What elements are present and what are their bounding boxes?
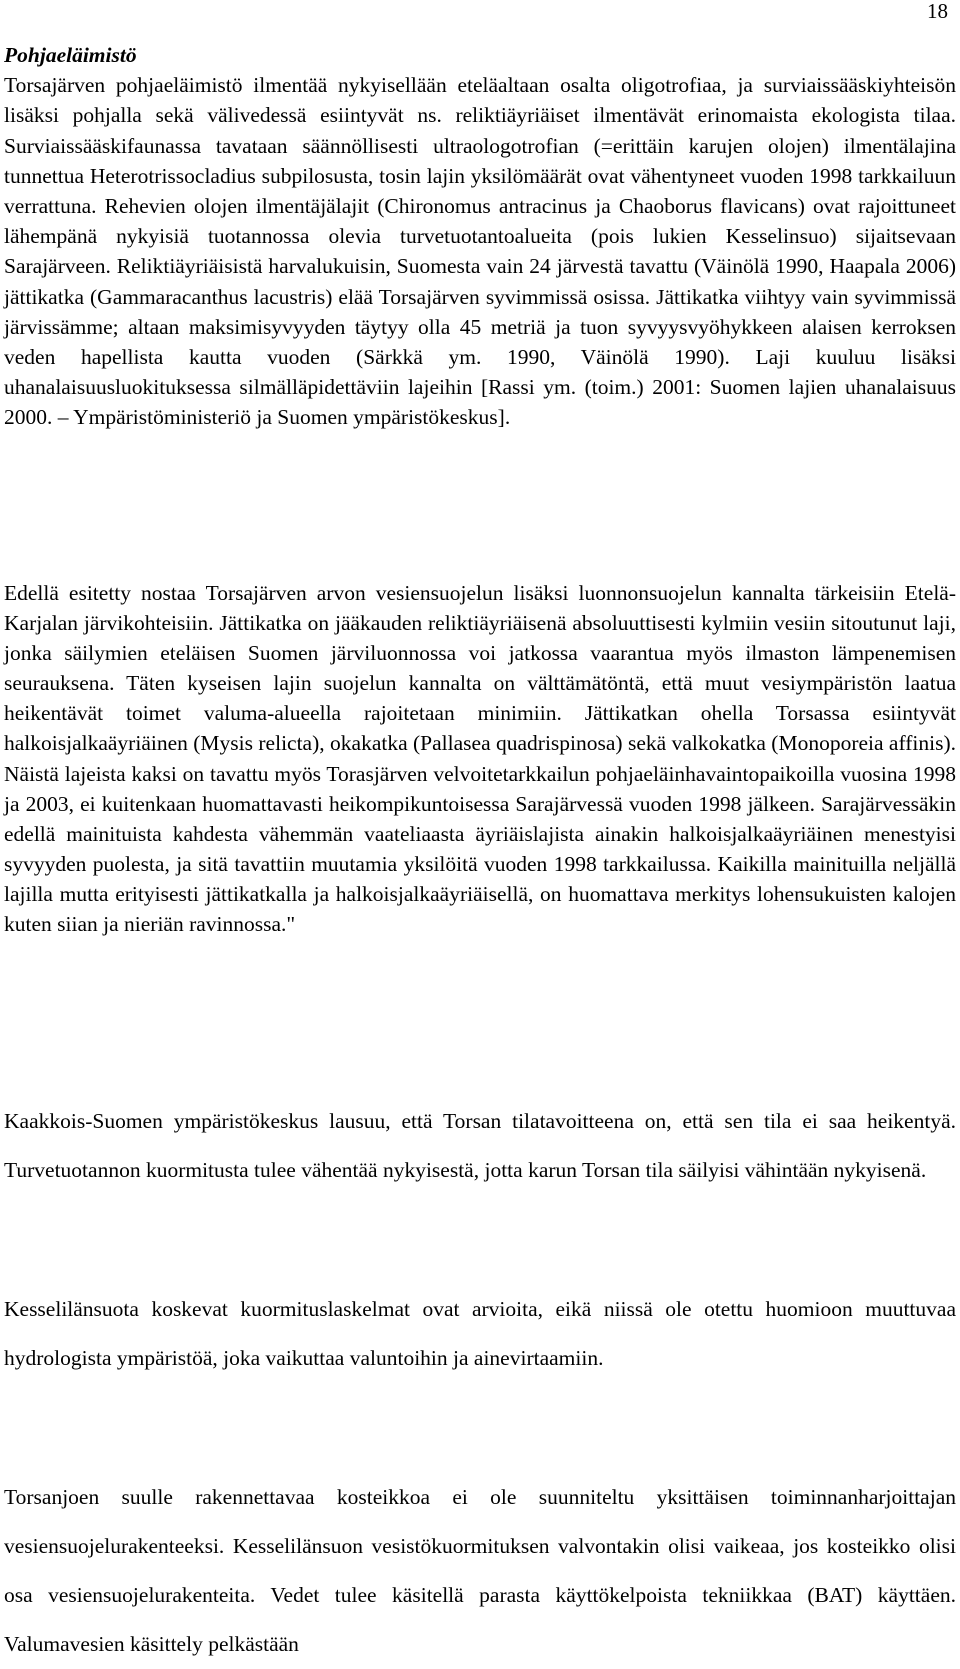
paragraph-3: Kaakkois-Suomen ympäristökeskus lausuu, että Torsan tilatavoitteena on, että sen tila ei saa heikentyä. Turvetuotannon kuormitusta tulee vähentää nykyisestä, jotta karun Torsan tila säilyisi vähintään nykyisenä. xyxy=(4,1109,956,1182)
section-pohjaelaimisto xyxy=(4,40,956,433)
section-heading: Pohjaeläimistö xyxy=(4,43,137,67)
paragraph-2: Edellä esitetty nostaa Torsajärven arvon vesiensuojelun lisäksi luonnonsuojelun kannalta tärkeisiin Etelä-Karjalan järvikohteisiin. Jättikatka on jääkauden reliktiäyriäisenä absoluuttisesti kylmiin vesiin sitoutunut laji, jonka säilymien eteläisen Suomen järviluonnossa voi jatkossa vaarantua myös ilmaston lämpenemisen seurauksena. Täten kyseisen lajin suojelun kannalta on välttämätöntä, että muut vesiympäristön laatua heikentävät toimet valuma-alueella rajoitetaan minimiin. Jättikatkan ohella Torsassa esiintyvät halkoisjalkaäyriäinen (Mysis relicta), okakatka (Pallasea quadrispinosa) sekä valkokatka (Monoporeia affinis). Näistä lajeista kaksi on tavattu myös Torasjärven velvoitetarkkailun pohjaeläinhavaintopaikoilla vuosina 1998 ja 2003, ei kuitenkaan huomattavasti heikompikuntoisessa Sarajärvessä vuoden 1998 jälkeen. Sarajärvessäkin edellä mainituista kahdesta vähemmän vaateliaasta äyriäislajista ainakin halkoisjalkaäyriäinen menestyisi syvyyden puolesta, ja sitä tavattiin muutamia yksilöitä vuoden 1998 tarkkailussa. Kaikilla mainituilla neljällä lajilla mutta erityisesti jättikatkalla ja halkoisjalkaäyriäisellä, on huomattava merkitys lohensukuisten kalojen kuten siian ja nieriän ravinnossa." xyxy=(4,581,956,937)
paragraph-4: Kesselilänsuota koskevat kuormituslaskelmat ovat arvioita, eikä niissä ole otettu huomioon muuttuvaa hydrologista ympäristöä, joka vaikuttaa valuntoihin ja ainevirtaamiin. xyxy=(4,1297,956,1370)
page-number: 18 xyxy=(927,0,948,23)
paragraph-1: Torsajärven pohjaeläimistö ilmentää nykyisellään eteläaltaan osalta oligotrofiaa, ja surviaissääskiyhteisön lisäksi pohjalla sekä välivedessä esiintyvät ns. reliktiäyriäiset ilmentävät erinomaista ekologista tilaa. Surviaissääskifaunassa tavataan säännöllisesti ultraologotrofian (=erittäin karujen olojen) ilmentälajina tunnettua Heterotrissocladius subpilosusta, tosin lajin yksilömäärät ovat vähentyneet vuoden 1998 tarkkailuun verrattuna. Rehevien olojen ilmentäjälajit (Chironomus antracinus ja Chaoborus flavicans) ovat rajoittuneet lähempänä nykyisiä tuotannossa olevia turvetuotantoalueita (pois lukien Kesselinsuo) sijaitsevaan Sarajärveen. Reliktiäyriäisistä harvalukuisin, Suomesta vain 24 järvestä tavattu (Väinölä 1990, Haapala 2006) jättikatka (Gammaracanthus lacustris) elää Torsajärven syvimmissä osissa. Jättikatka viihtyy vain syvimmissä järvissämme; altaan maksimisyvyyden täytyy olla 45 metriä ja tuon syvyysvyöhykkeen alaisen kerroksen veden hapellista kautta vuoden (Särkkä ym. 1990, Väinölä 1990). Laji kuuluu lisäksi uhanalaisuusluokituksessa silmälläpidettäviin lajeihin [Rassi ym. (toim.) 2001: Suomen lajien uhanalaisuus 2000. – Ympäristöministeriö ja Suomen ympäristökeskus]. xyxy=(4,73,956,430)
paragraph-5: Torsanjoen suulle rakennettavaa kosteikkoa ei ole suunniteltu yksittäisen toiminnanharjoittajan vesiensuojelurakenteeksi. Kesselilänsuon vesistökuormituksen valvontakin olisi vaikeaa, jos kosteikko olisi osa vesiensuojelurakenteita. Vedet tulee käsitellä parasta käyttökelpoista tekniikkaa (BAT) käyttäen. Valumavesien käsittely pelkästään xyxy=(4,1485,956,1656)
